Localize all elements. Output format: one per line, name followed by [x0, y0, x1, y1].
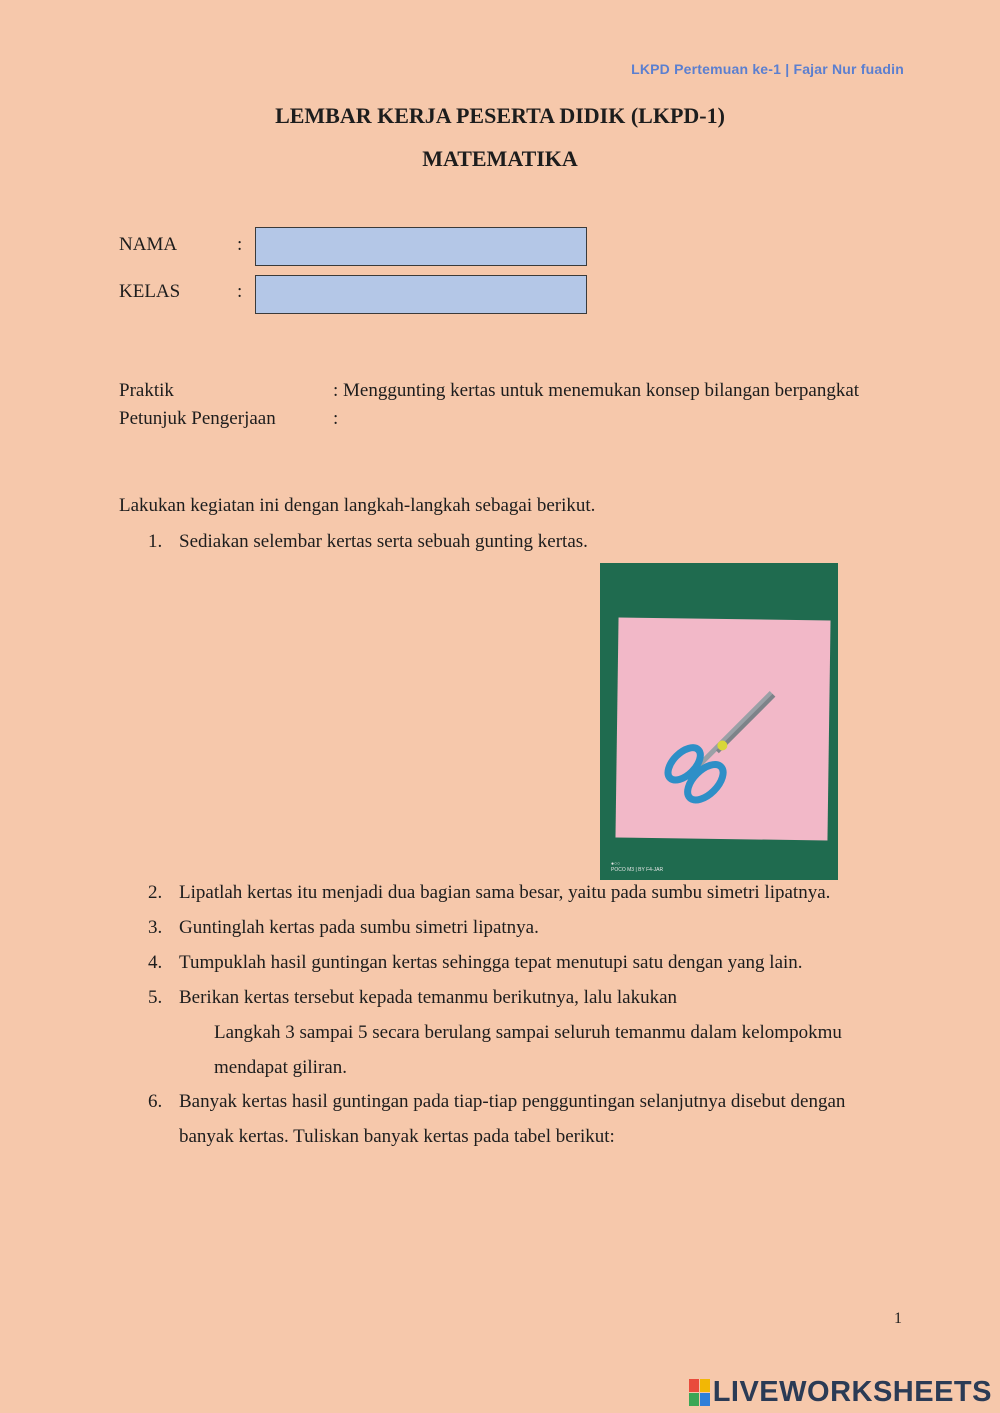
praktik-label: Praktik [119, 380, 174, 401]
intro-text: Lakukan kegiatan ini dengan langkah-langkah sebagai berikut. [119, 495, 596, 516]
step-text-continued: Langkah 3 sampai 5 secara berulang sampai seluruh temanmu dalam kelompokmu [214, 1022, 842, 1043]
step-text: Sediakan selembar kertas serta sebuah gunting kertas. [179, 531, 588, 552]
scissors-paper-photo [600, 563, 838, 880]
petunjuk-label: Petunjuk Pengerjaan [119, 408, 276, 429]
step-number: 5. [148, 987, 163, 1008]
page-number: 1 [894, 1310, 902, 1327]
nama-input[interactable] [255, 227, 587, 266]
liveworksheets-mark-icon [689, 1379, 710, 1406]
step-text-continued: mendapat giliran. [214, 1057, 347, 1078]
step-text-continued: banyak kertas. Tuliskan banyak kertas pada tabel berikut: [179, 1126, 615, 1147]
step-text: Lipatlah kertas itu menjadi dua bagian sama besar, yaitu pada sumbu simetri lipatnya. [179, 882, 831, 903]
header-note: LKPD Pertemuan ke-1 | Fajar Nur fuadin [631, 61, 904, 77]
step-text: Banyak kertas hasil guntingan pada tiap-tiap pengguntingan selanjutnya disebut dengan [179, 1091, 846, 1112]
step-number: 2. [148, 882, 163, 903]
subject-title: MATEMATIKA [422, 146, 578, 171]
step-text: Guntinglah kertas pada sumbu simetri lipatnya. [179, 917, 539, 938]
step-text: Berikan kertas tersebut kepada temanmu berikutnya, lalu lakukan [179, 987, 678, 1008]
step-text: Tumpuklah hasil guntingan kertas sehingga tepat menutupi satu dengan yang lain. [179, 952, 803, 973]
liveworksheets-logo: LIVEWORKSHEETS [689, 1376, 992, 1409]
step-number: 4. [148, 952, 163, 973]
worksheet-title: LEMBAR KERJA PESERTA DIDIK (LKPD-1) [275, 103, 725, 128]
kelas-colon: : [237, 281, 243, 302]
praktik-value: : Menggunting kertas untuk menemukan konsep bilangan berpangkat [333, 380, 860, 401]
nama-colon: : [237, 234, 243, 255]
scissors-icon [600, 563, 838, 880]
photo-caption: ●○○ POCO M3 | BY F4-JAR [611, 861, 664, 873]
step-number: 1. [148, 531, 163, 552]
kelas-label: KELAS [119, 281, 181, 302]
step-number: 6. [148, 1091, 163, 1112]
petunjuk-value: : [333, 408, 339, 429]
nama-label: NAMA [119, 234, 178, 255]
step-number: 3. [148, 917, 163, 938]
kelas-input[interactable] [255, 275, 587, 314]
